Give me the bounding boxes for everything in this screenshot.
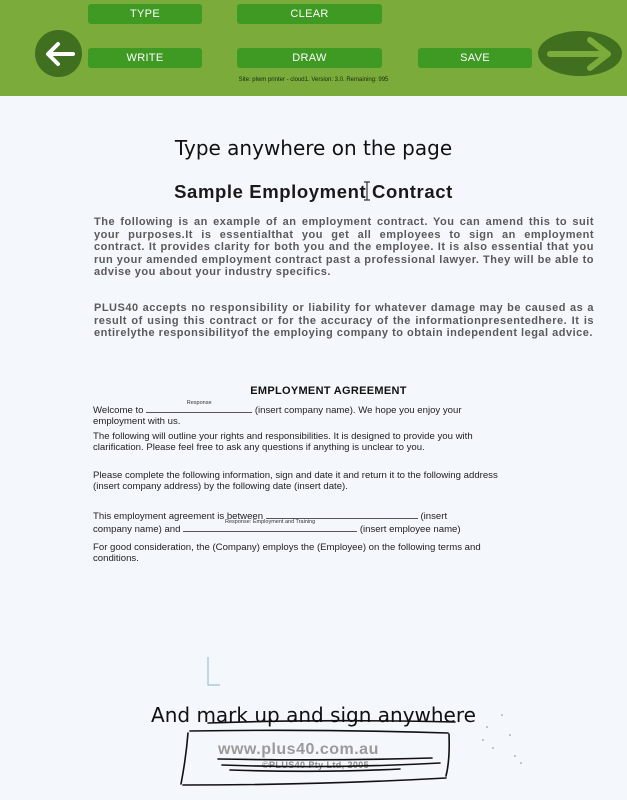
complete-paragraph: Please complete the following information, sign and date it and return it to the following address (insert company address) by the following date (insert date). bbox=[93, 470, 498, 492]
type-hint: Type anywhere on the page bbox=[174, 136, 453, 160]
document-title: Sample Employment Contract bbox=[174, 181, 453, 202]
disclaimer-paragraph: PLUS40 accepts no responsibility or liability for whatever damage may be caused as a result of using this contract or for the accuracy of the informationpresentedhere. It is entirelythe responsibilityof the employing company to obtain independent legal advice. bbox=[94, 302, 594, 339]
employee-name-response: Response: Employment and Training bbox=[225, 519, 316, 525]
welcome-prefix: Welcome to bbox=[93, 405, 144, 416]
agreement-title: EMPLOYMENT AGREEMENT bbox=[250, 385, 407, 397]
between-insert: (insert bbox=[420, 511, 448, 522]
intro-paragraph: The following is an example of an employment contract. You can amend this to suit your purposes.It is essentialthat you get all employees to sign an employment contract. It provides clarity for both you and the employee. It is also essential that you run your amended employment contract past a professional lawyer. They will be able to advise you about your industry specifics. bbox=[94, 216, 594, 278]
clear-button[interactable]: CLEAR bbox=[237, 4, 382, 24]
between-employee: (insert employee name) bbox=[359, 524, 461, 535]
markup-hint: And mark up and sign anywhere bbox=[151, 703, 476, 727]
draw-button[interactable]: DRAW bbox=[237, 48, 382, 68]
logo-copyright: ©PLUS40 Pty Ltd, 2005 bbox=[262, 760, 370, 770]
consideration-paragraph: For good consideration, the (Company) employs the (Employee) on the following terms and conditions. bbox=[93, 542, 481, 564]
company-name-response: Response bbox=[186, 400, 212, 406]
between-company: company name) and bbox=[93, 524, 181, 535]
site-info: Site: plwm printer - cloud1. Version: 3.0. Remaining: 995 bbox=[238, 77, 389, 83]
save-button[interactable]: SAVE bbox=[418, 48, 532, 68]
write-button[interactable]: WRITE bbox=[88, 48, 202, 68]
type-button[interactable]: TYPE bbox=[88, 4, 202, 24]
outline-paragraph: The following will outline your rights and responsibilities. It is designed to provide you with clarification. Please feel free to ask any questions if anything is unclear to you. bbox=[93, 431, 473, 453]
logo-url: www.plus40.com.au bbox=[218, 741, 379, 758]
between-prefix: This employment agreement is between bbox=[93, 511, 264, 522]
welcome-suffix: (insert company name). We hope you enjoy your employment with us. bbox=[93, 405, 462, 427]
